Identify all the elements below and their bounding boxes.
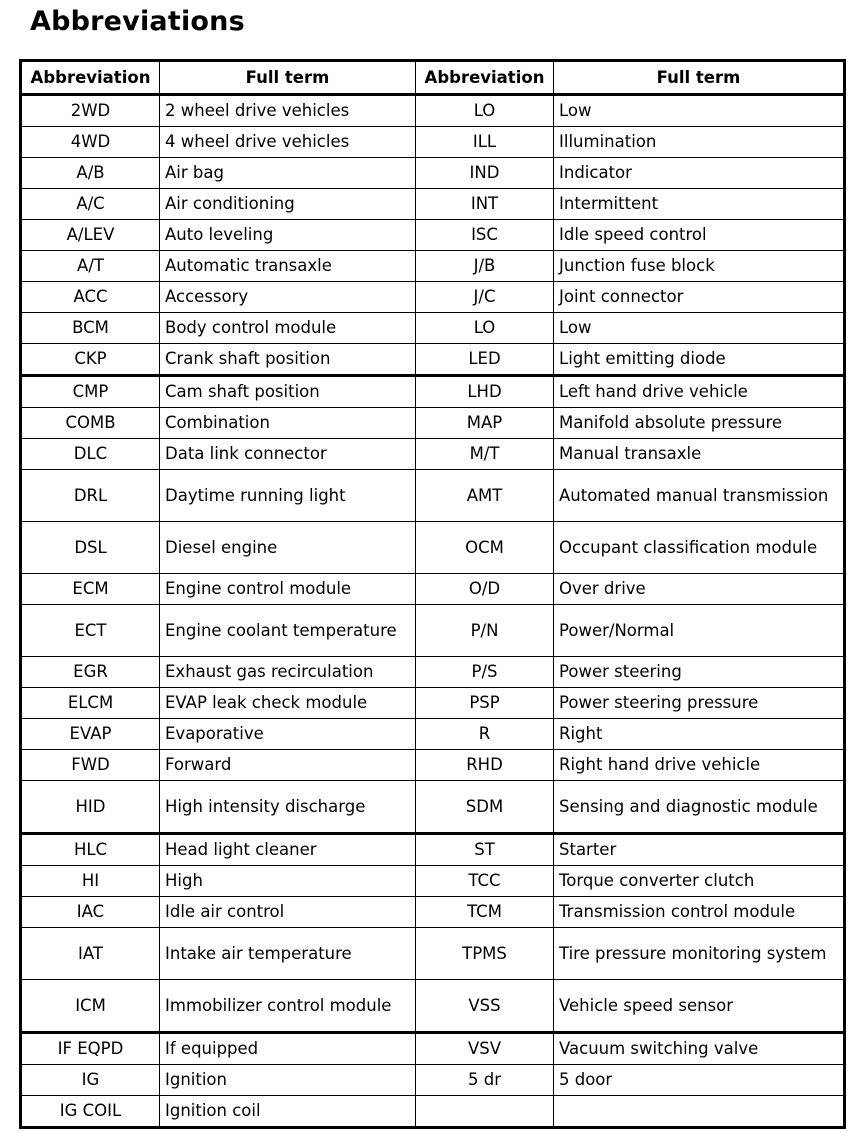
full-term-cell: Idle speed control [554, 220, 845, 251]
abbreviation-cell: RHD [416, 750, 554, 781]
abbreviation-cell: CKP [21, 344, 160, 376]
abbreviation-cell: ILL [416, 127, 554, 158]
table-row [21, 522, 845, 574]
full-term-cell: Torque converter clutch [554, 866, 845, 897]
abbreviation-cell: A/LEV [21, 220, 160, 251]
table-row [21, 750, 845, 781]
full-term-cell: Data link connector [160, 439, 416, 470]
abbreviation-cell: M/T [416, 439, 554, 470]
full-term-cell: Occupant classification module [554, 522, 845, 574]
full-term-cell: Body control module [160, 313, 416, 344]
full-term-cell: Air conditioning [160, 189, 416, 220]
full-term-cell: Idle air control [160, 897, 416, 928]
abbreviation-cell: LHD [416, 376, 554, 408]
full-term-cell: Vehicle speed sensor [554, 980, 845, 1033]
table-row [21, 1096, 845, 1128]
full-term-cell: Starter [554, 834, 845, 866]
abbreviation-cell: ECT [21, 605, 160, 657]
table-row [21, 688, 845, 719]
abbreviation-cell: ST [416, 834, 554, 866]
table-row [21, 834, 845, 866]
abbreviation-cell: AMT [416, 470, 554, 522]
abbreviation-cell: INT [416, 189, 554, 220]
full-term-cell: Ignition coil [160, 1096, 416, 1128]
full-term-cell: Ignition [160, 1065, 416, 1096]
full-term-cell: Junction fuse block [554, 251, 845, 282]
abbreviation-cell: HID [21, 781, 160, 834]
table-row [21, 980, 845, 1033]
abbreviation-cell: 4WD [21, 127, 160, 158]
abbreviation-cell: A/C [21, 189, 160, 220]
table-row [21, 251, 845, 282]
abbreviation-cell: 5 dr [416, 1065, 554, 1096]
abbreviation-cell: J/B [416, 251, 554, 282]
table-row [21, 574, 845, 605]
full-term-cell: Joint connector [554, 282, 845, 313]
table-row [21, 928, 845, 980]
full-term-cell: 5 door [554, 1065, 845, 1096]
abbreviation-cell: IF EQPD [21, 1033, 160, 1065]
table-row [21, 866, 845, 897]
abbreviation-cell: EVAP [21, 719, 160, 750]
full-term-cell: Automatic transaxle [160, 251, 416, 282]
abbreviation-cell: P/S [416, 657, 554, 688]
abbreviation-cell: EGR [21, 657, 160, 688]
full-term-cell: Light emitting diode [554, 344, 845, 376]
full-term-cell: Automated manual transmission [554, 470, 845, 522]
full-term-cell: Intake air temperature [160, 928, 416, 980]
abbreviation-cell: VSS [416, 980, 554, 1033]
table-row [21, 1033, 845, 1065]
full-term-cell: Engine control module [160, 574, 416, 605]
table-row [21, 470, 845, 522]
full-term-cell: Power/Normal [554, 605, 845, 657]
full-term-cell: Illumination [554, 127, 845, 158]
abbreviation-cell: A/T [21, 251, 160, 282]
full-term-cell: Right [554, 719, 845, 750]
header-full-term-1: Full term [160, 61, 416, 95]
abbreviation-cell: TCC [416, 866, 554, 897]
full-term-cell: Manifold absolute pressure [554, 408, 845, 439]
abbreviation-cell: CMP [21, 376, 160, 408]
full-term-cell: Air bag [160, 158, 416, 189]
table-row [21, 220, 845, 251]
table-row [21, 158, 845, 189]
page-title: Abbreviations [30, 6, 245, 37]
abbreviation-cell: P/N [416, 605, 554, 657]
abbreviation-cell: VSV [416, 1033, 554, 1065]
abbreviation-cell: LED [416, 344, 554, 376]
abbreviation-cell: BCM [21, 313, 160, 344]
abbreviation-cell: HI [21, 866, 160, 897]
abbreviation-cell: LO [416, 95, 554, 127]
abbreviation-cell: TPMS [416, 928, 554, 980]
abbreviation-cell: OCM [416, 522, 554, 574]
abbreviations-table [19, 59, 846, 1129]
full-term-cell: Combination [160, 408, 416, 439]
table-row [21, 719, 845, 750]
abbreviation-cell: SDM [416, 781, 554, 834]
header-abbreviation-1: Abbreviation [21, 61, 160, 95]
full-term-cell: Head light cleaner [160, 834, 416, 866]
abbreviation-cell: HLC [21, 834, 160, 866]
abbreviation-cell: J/C [416, 282, 554, 313]
full-term-cell: Over drive [554, 574, 845, 605]
full-term-cell: Evaporative [160, 719, 416, 750]
full-term-cell: Tire pressure monitoring system [554, 928, 845, 980]
abbreviation-cell: IND [416, 158, 554, 189]
abbreviation-cell: A/B [21, 158, 160, 189]
table-row [21, 657, 845, 688]
full-term-cell: Low [554, 95, 845, 127]
abbreviation-cell: ACC [21, 282, 160, 313]
full-term-cell: Power steering pressure [554, 688, 845, 719]
full-term-cell: If equipped [160, 1033, 416, 1065]
table-row [21, 408, 845, 439]
full-term-cell: Cam shaft position [160, 376, 416, 408]
table-row [21, 127, 845, 158]
abbreviation-cell: FWD [21, 750, 160, 781]
full-term-cell: EVAP leak check module [160, 688, 416, 719]
table-row [21, 189, 845, 220]
abbreviation-cell: COMB [21, 408, 160, 439]
table-row [21, 897, 845, 928]
abbreviation-cell: LO [416, 313, 554, 344]
full-term-cell: Right hand drive vehicle [554, 750, 845, 781]
full-term-cell: Crank shaft position [160, 344, 416, 376]
abbreviation-cell: ISC [416, 220, 554, 251]
abbreviation-cell: 2WD [21, 95, 160, 127]
table-row [21, 781, 845, 834]
table-row [21, 344, 845, 376]
table-row [21, 439, 845, 470]
full-term-cell: Vacuum switching valve [554, 1033, 845, 1065]
table-row [21, 95, 845, 127]
full-term-cell: High [160, 866, 416, 897]
full-term-cell: Engine coolant temperature [160, 605, 416, 657]
abbreviation-cell: IAT [21, 928, 160, 980]
full-term-cell: Power steering [554, 657, 845, 688]
full-term-cell: Immobilizer control module [160, 980, 416, 1033]
abbreviation-cell: IAC [21, 897, 160, 928]
table-row [21, 313, 845, 344]
full-term-cell: Manual transaxle [554, 439, 845, 470]
full-term-cell: Forward [160, 750, 416, 781]
abbreviation-cell: DLC [21, 439, 160, 470]
full-term-cell: Indicator [554, 158, 845, 189]
abbreviation-cell: MAP [416, 408, 554, 439]
abbreviation-cell: ECM [21, 574, 160, 605]
abbreviation-cell: DRL [21, 470, 160, 522]
abbreviation-cell: DSL [21, 522, 160, 574]
abbreviation-cell: TCM [416, 897, 554, 928]
abbreviation-cell: ICM [21, 980, 160, 1033]
full-term-cell: High intensity discharge [160, 781, 416, 834]
abbreviation-cell: PSP [416, 688, 554, 719]
abbreviation-cell: IG COIL [21, 1096, 160, 1128]
full-term-cell: Left hand drive vehicle [554, 376, 845, 408]
full-term-cell: Transmission control module [554, 897, 845, 928]
full-term-cell: Accessory [160, 282, 416, 313]
full-term-cell: Low [554, 313, 845, 344]
full-term-cell: Daytime running light [160, 470, 416, 522]
abbreviation-cell: R [416, 719, 554, 750]
table-row [21, 376, 845, 408]
full-term-cell: Auto leveling [160, 220, 416, 251]
full-term-cell: 2 wheel drive vehicles [160, 95, 416, 127]
full-term-cell: Sensing and diagnostic module [554, 781, 845, 834]
abbreviation-cell: O/D [416, 574, 554, 605]
table-header-row [21, 61, 845, 95]
abbreviation-cell: IG [21, 1065, 160, 1096]
full-term-cell: 4 wheel drive vehicles [160, 127, 416, 158]
table-row [21, 282, 845, 313]
full-term-cell [554, 1096, 845, 1128]
full-term-cell: Diesel engine [160, 522, 416, 574]
abbreviation-cell [416, 1096, 554, 1128]
full-term-cell: Exhaust gas recirculation [160, 657, 416, 688]
abbreviation-cell: ELCM [21, 688, 160, 719]
full-term-cell: Intermittent [554, 189, 845, 220]
header-abbreviation-2: Abbreviation [416, 61, 554, 95]
table-row [21, 1065, 845, 1096]
header-full-term-2: Full term [554, 61, 845, 95]
table-row [21, 605, 845, 657]
